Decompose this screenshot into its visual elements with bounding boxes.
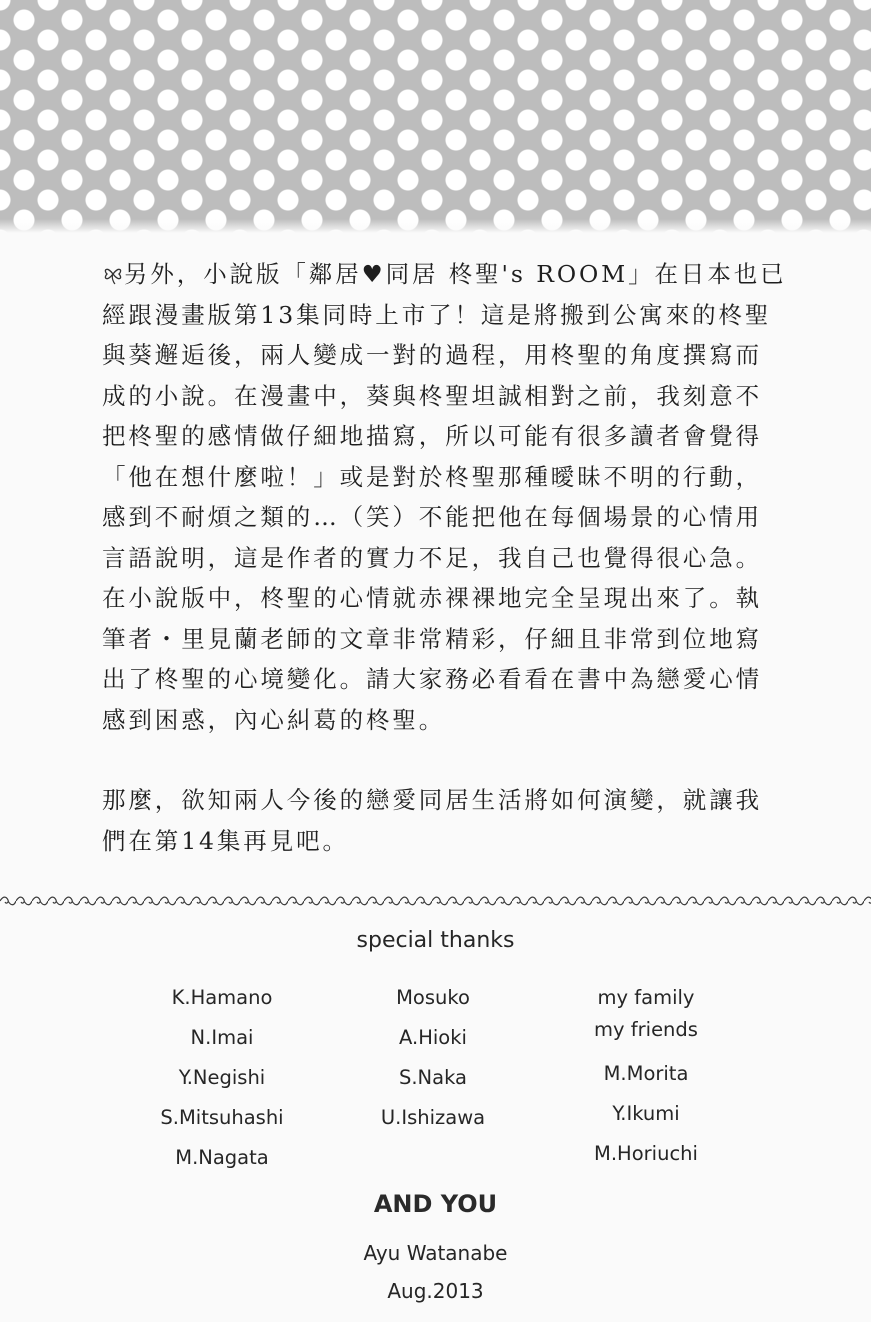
thanks-name: A.Hioki bbox=[399, 1026, 467, 1049]
afterword-paragraph-2 bbox=[102, 780, 802, 861]
afterword-body bbox=[102, 254, 802, 861]
thanks-name: M.Horiuchi bbox=[594, 1142, 698, 1165]
thanks-name: U.Ishizawa bbox=[380, 1106, 486, 1129]
author-signature: Ayu Watanabe bbox=[363, 1241, 508, 1265]
polka-dot-header-band bbox=[0, 0, 871, 233]
thanks-name: S.Mitsuhashi bbox=[160, 1106, 284, 1129]
afterword-paragraph-1 bbox=[102, 254, 802, 740]
thanks-column-3 bbox=[526, 984, 766, 1180]
paragraph-1-line-1a: 另外，小說版「鄰居 bbox=[124, 260, 362, 288]
heart-icon: ♥ bbox=[361, 260, 386, 288]
thanks-column-2 bbox=[313, 984, 553, 1144]
thanks-name: M.Nagata bbox=[175, 1146, 269, 1169]
special-thanks-title: special thanks bbox=[356, 928, 515, 953]
signature-date: Aug.2013 bbox=[387, 1279, 484, 1303]
paragraph-1-line: 經跟漫畫版第13集同時上市了！這是將搬到公寓來的柊聖 bbox=[102, 300, 772, 329]
thanks-name: Y.Negishi bbox=[178, 1066, 266, 1089]
thanks-name: M.Morita bbox=[603, 1062, 689, 1085]
paragraph-1-line: 言語說明，這是作者的實力不足，我自己也覺得很心急。 bbox=[102, 543, 762, 572]
paragraph-1-line: 與葵邂逅後，兩人變成一對的過程，用柊聖的角度撰寫而 bbox=[102, 341, 762, 369]
paragraph-2-line: 那麼，欲知兩人今後的戀愛同居生活將如何演變，就讓我 bbox=[102, 786, 762, 814]
thanks-name: my friends bbox=[594, 1018, 698, 1041]
and-you-heading: AND YOU bbox=[373, 1190, 498, 1218]
flower-icon bbox=[102, 257, 124, 279]
paragraph-1-line: 在小說版中，柊聖的心情就赤裸裸地完全呈現出來了。執 bbox=[102, 584, 762, 612]
paragraph-1-line: 感到困惑，內心糾葛的柊聖。 bbox=[102, 705, 446, 734]
paragraph-1-line: 出了柊聖的心境變化。請大家務必看看在書中為戀愛心情 bbox=[102, 665, 762, 693]
thanks-name: Mosuko bbox=[396, 986, 470, 1009]
thanks-name: K.Hamano bbox=[171, 986, 273, 1009]
scroll-ornament-divider bbox=[0, 894, 871, 908]
thanks-name: N.Imai bbox=[190, 1026, 254, 1049]
paragraph-1-line: 筆者・里見蘭老師的文章非常精彩，仔細且非常到位地寫 bbox=[102, 624, 762, 653]
thanks-name: Y.Ikumi bbox=[612, 1102, 680, 1125]
paragraph-1-line: 「他在想什麼啦！」或是對於柊聖那種曖昧不明的行動， bbox=[102, 462, 762, 491]
paragraph-1-line-1b: 同居 柊聖's ROOM」在日本也已 bbox=[385, 260, 787, 288]
thanks-name: my family bbox=[597, 986, 695, 1009]
paragraph-1-line: 把柊聖的感情做仔細地描寫，所以可能有很多讀者會覺得 bbox=[102, 422, 762, 450]
thanks-column-1 bbox=[102, 984, 342, 1184]
thanks-name: S.Naka bbox=[398, 1066, 467, 1089]
paragraph-1-line: 成的小說。在漫畫中，葵與柊聖坦誠相對之前，我刻意不 bbox=[102, 381, 762, 410]
paragraph-1-line: 感到不耐煩之類的…（笑）不能把他在每個場景的心情用 bbox=[102, 503, 762, 531]
paragraph-2-line: 們在第14集再見吧。 bbox=[102, 826, 349, 855]
